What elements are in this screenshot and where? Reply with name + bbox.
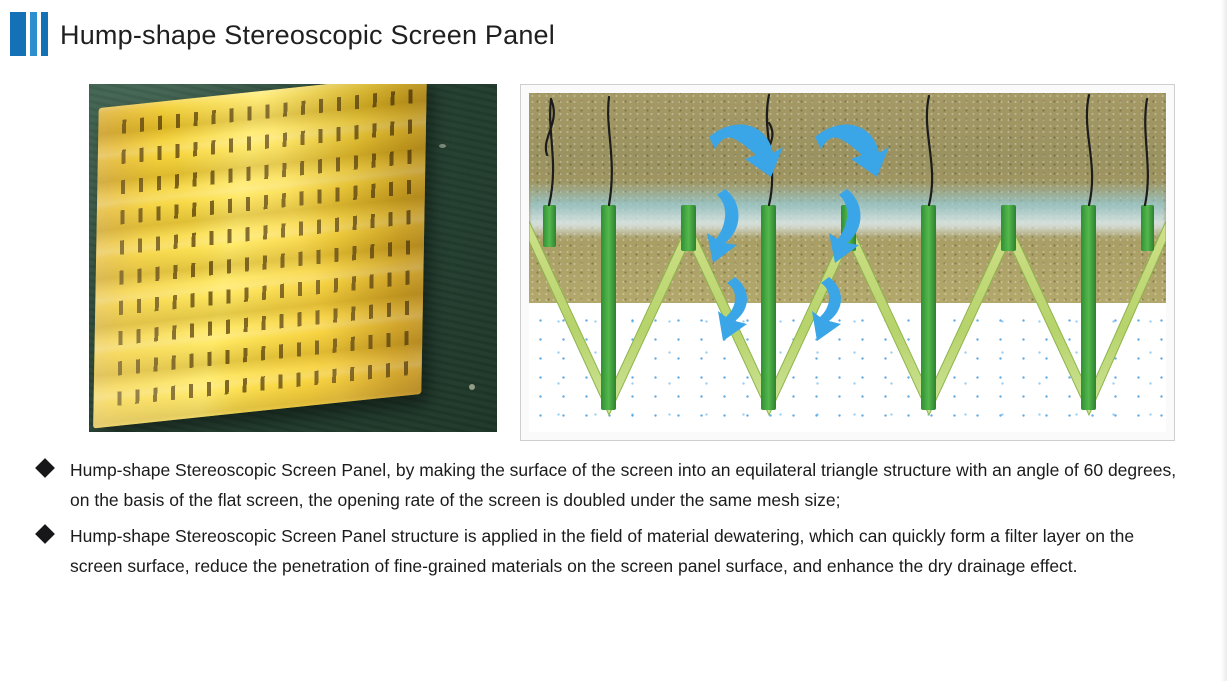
polyurethane-panel: [93, 84, 427, 428]
header-accent-bars-icon: [10, 12, 50, 56]
media-row: [0, 84, 1227, 434]
bullet-list: [38, 455, 1188, 587]
diagram-vector-layer: [529, 93, 1166, 432]
accent-bar-1: [10, 12, 26, 56]
screen-panel-photo: [89, 84, 497, 432]
dewatering-principle-diagram: [520, 84, 1175, 441]
accent-bar-2: [30, 12, 37, 56]
diamond-bullet-icon: [35, 458, 55, 478]
diagram-canvas: [529, 93, 1166, 432]
slide-header: [0, 0, 1227, 68]
bed-cracks: [546, 95, 1148, 205]
footer-strip: [0, 671, 1227, 681]
diamond-bullet-icon: [35, 524, 55, 544]
panel-highlight: [93, 84, 427, 428]
photo-speck: [469, 384, 475, 390]
photo-speck: [439, 144, 446, 148]
right-edge-shadow: [1221, 0, 1227, 681]
list-item: [38, 521, 1188, 581]
bullet-text: Hump-shape Stereoscopic Screen Panel, by making the surface of the screen into an equilateral triangle structure with an angle of 60 degrees, on the basis of the flat screen, the opening rate of the screen is doubled under the same mesh size;: [70, 460, 1177, 510]
bullet-text: Hump-shape Stereoscopic Screen Panel structure is applied in the field of material dewatering, which can quickly form a filter layer on the screen surface, reduce the penetration of fine-grained materials on the screen panel surface, and enhance the dry drainage effect.: [70, 526, 1135, 576]
page-title: Hump-shape Stereoscopic Screen Panel: [60, 20, 555, 50]
list-item: [38, 455, 1188, 515]
water-flow-arrows: [707, 124, 889, 341]
accent-bar-3: [41, 12, 48, 56]
